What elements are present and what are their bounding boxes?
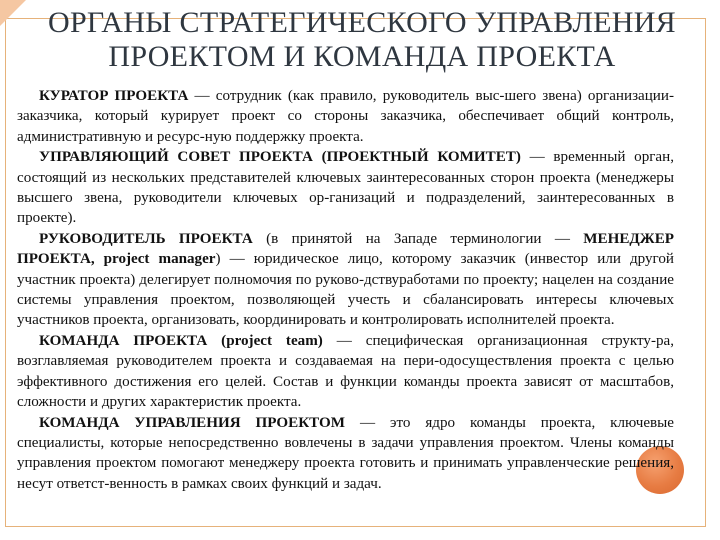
term-project-team: КОМАНДА ПРОЕКТА (project team) (39, 332, 323, 349)
slide-body (17, 86, 674, 494)
slide-title (34, 6, 690, 74)
title-line-1: ОРГАНЫ СТРАТЕГИЧЕСКОГО УПРАВЛЕНИЯ (47, 6, 676, 39)
corner-decoration (0, 0, 26, 26)
definition-steering-council: — временный орган, состоящий из нескольких представителей ключевых заинтересованных сторон проекта (менеджеры высшего звена, руководители ключевых ор-ганизаций и подразделений, заинтересованных в проекте). (17, 149, 674, 227)
definition-project-leader-intro: (в принятой на Западе терминологии — (252, 230, 584, 247)
term-management-team: КОМАНДА УПРАВЛЕНИЯ ПРОЕКТОМ (39, 414, 346, 431)
paragraph-management-team (17, 413, 674, 495)
term-steering-council: УПРАВЛЯЮЩИЙ СОВЕТ ПРОЕКТА (ПРОЕКТНЫЙ КОМИТЕТ) (39, 149, 521, 166)
definition-management-team: — это ядро команды проекта, ключевые специалисты, которые непосредственно вовлечены в задачи управления проектом. Члены команды управления проектом помогают менеджеру проекта готовить и принимать управленческие решения, несут ответст-венность в рамках своих функций и задач. (17, 414, 675, 492)
term-project-manager: МЕНЕДЖЕР ПРОЕКТА, project manager (17, 230, 674, 268)
term-project-leader: РУКОВОДИТЕЛЬ ПРОЕКТА (39, 230, 253, 247)
paragraph-project-manager (17, 229, 674, 331)
title-line-2: ПРОЕКТОМ И КОМАНДА ПРОЕКТА (108, 40, 616, 73)
term-curator: КУРАТОР ПРОЕКТА (39, 88, 189, 104)
paragraph-project-team (17, 331, 674, 413)
definition-curator: — сотрудник (как правило, руководитель выс-шего звена) организации-заказчика, который курирует проект со стороны заказчика, обеспечивает общий контроль, административную и ресурс-ную поддержку проекта. (17, 88, 674, 145)
paragraph-steering-council (17, 147, 674, 229)
paragraph-curator (17, 86, 674, 147)
definition-project-manager: ) — юридическое лицо, которому заказчик (инвестор или другой участник проекта) делегирует полномочия по руково-дствуработами по проекту; нацелен на создание системы управления проектом, позволяющей учесть и сбалансировать интересы ключевых участников проекта, организовать, координировать и контролировать исполнителей проекта. (17, 251, 674, 329)
definition-project-team: — специфическая организационная структу-ра, возглавляемая руководителем проекта и создаваемая на пери-одосуществления проекта с целью эффективного достижения его целей. Состав и функции команды проекта зависят от масштабов, сложности и других характеристик проекта. (17, 332, 674, 411)
